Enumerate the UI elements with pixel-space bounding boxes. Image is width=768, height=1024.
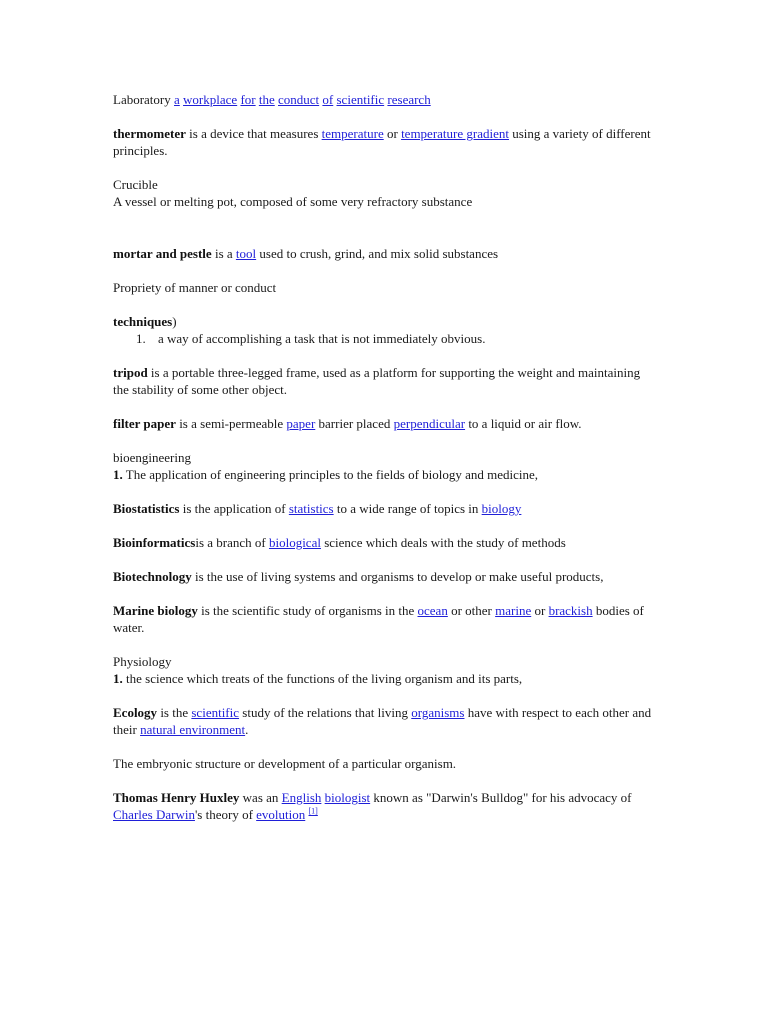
link-scientific[interactable]: scientific [336, 92, 385, 107]
link-evolution[interactable]: evolution [256, 807, 306, 822]
crucible-term: Crucible [113, 177, 158, 192]
link-of[interactable]: of [322, 92, 334, 107]
filter-text-1: is a semi-permeable [175, 416, 287, 431]
crucible-definition: A vessel or melting pot, composed of some very refractory substance [113, 194, 473, 209]
filter-text-3: to a liquid or air flow. [465, 416, 582, 431]
laboratory-entry [113, 91, 658, 108]
propriety-entry: Propriety of manner or conduct [113, 280, 277, 295]
mortar-text-2: used to crush, grind, and mix solid substances [256, 246, 499, 261]
link-statistics[interactable]: statistics [288, 501, 334, 516]
marine-biology-term: Marine biology [113, 603, 198, 618]
link-natural-environment[interactable]: natural environment [140, 722, 246, 737]
link-marine[interactable]: marine [495, 603, 532, 618]
link-scientific-ecology[interactable]: scientific [191, 705, 240, 720]
thermometer-entry [113, 125, 658, 159]
bioinformatics-entry [113, 534, 658, 551]
huxley-text-3: known as "Darwin's Bulldog" for his advocacy of [370, 790, 632, 805]
techniques-entry [113, 313, 658, 330]
marine-text-2: or other [447, 603, 496, 618]
techniques-paren: ) [172, 314, 177, 329]
physiology-text: the science which treats of the functions of the living organism and its parts, [122, 671, 523, 686]
ecology-entry [113, 704, 658, 738]
marine-biology-entry [113, 602, 658, 636]
thermometer-term: thermometer [113, 126, 186, 141]
marine-text-4: bodies of water. [113, 603, 644, 635]
bioengineering-definition [113, 466, 658, 483]
marine-text-3: or [531, 603, 549, 618]
link-organisms[interactable]: organisms [411, 705, 465, 720]
link-workplace[interactable]: workplace [183, 92, 238, 107]
list-item-text: a way of accomplishing a task that is not immediately obvious. [158, 331, 486, 346]
techniques-list-item [113, 330, 658, 347]
link-the[interactable]: the [258, 92, 275, 107]
physiology-number: 1. [113, 671, 123, 686]
laboratory-term: Laboratory [113, 92, 171, 107]
ecology-text-1: is the [157, 705, 192, 720]
link-biology[interactable]: biology [481, 501, 522, 516]
link-temperature-gradient[interactable]: temperature gradient [401, 126, 509, 141]
tripod-text: is a portable three-legged frame, used as a platform for supporting the weight and maintaining the stability of some other object. [113, 365, 641, 397]
ecology-term: Ecology [113, 705, 158, 720]
bioengineering-term: bioengineering [113, 450, 191, 465]
link-a[interactable]: a [174, 92, 180, 107]
biostatistics-term: Biostatistics [113, 501, 180, 516]
ecology-text-4: . [245, 722, 249, 737]
link-temperature[interactable]: temperature [321, 126, 384, 141]
thermometer-text-1: is a device that measures [185, 126, 322, 141]
bioengineering-number: 1. [113, 467, 123, 482]
biostatistics-entry [113, 500, 658, 517]
mortar-entry [113, 245, 658, 262]
biotechnology-term: Biotechnology [113, 569, 192, 584]
techniques-term: techniques [113, 314, 173, 329]
mortar-term: mortar and pestle [113, 246, 212, 261]
link-brackish[interactable]: brackish [548, 603, 593, 618]
list-number: 1. [136, 331, 146, 346]
thermometer-text-3: using a variety of different principles. [113, 126, 651, 158]
marine-text-1: is the scientific study of organisms in the [197, 603, 418, 618]
huxley-term: Thomas Henry Huxley [113, 790, 240, 805]
mortar-text-1: is a [211, 246, 236, 261]
bioinformatics-term: Bioinformatics [113, 535, 196, 550]
link-perpendicular[interactable]: perpendicular [393, 416, 466, 431]
bioinformatics-text-1: is a branch of [195, 535, 269, 550]
biotechnology-entry [113, 568, 658, 585]
link-charles-darwin[interactable]: Charles Darwin [113, 807, 195, 822]
bioengineering-text: The application of engineering principles to the fields of biology and medicine, [122, 467, 539, 482]
filter-paper-term: filter paper [113, 416, 176, 431]
huxley-text-1: was an [239, 790, 282, 805]
tripod-entry [113, 364, 658, 398]
biotechnology-text: is the use of living systems and organisms to develop or make useful products, [191, 569, 604, 584]
embryo-entry: The embryonic structure or development of a particular organism. [113, 756, 457, 771]
ecology-text-2: study of the relations that living [239, 705, 412, 720]
link-biologist[interactable]: biologist [324, 790, 371, 805]
huxley-text-4: 's theory of [194, 807, 257, 822]
footnote-link[interactable]: [1] [308, 806, 318, 816]
filter-text-2: barrier placed [315, 416, 394, 431]
link-for[interactable]: for [240, 92, 256, 107]
physiology-term: Physiology [113, 654, 172, 669]
link-conduct[interactable]: conduct [278, 92, 320, 107]
link-paper[interactable]: paper [286, 416, 316, 431]
link-english[interactable]: English [281, 790, 322, 805]
physiology-definition [113, 670, 658, 687]
thermometer-text-2: or [383, 126, 402, 141]
link-research[interactable]: research [387, 92, 431, 107]
filter-paper-entry [113, 415, 658, 432]
link-tool[interactable]: tool [235, 246, 257, 261]
link-biological[interactable]: biological [268, 535, 321, 550]
document-page [113, 91, 658, 840]
bioinformatics-text-2: science which deals with the study of methods [320, 535, 566, 550]
link-ocean[interactable]: ocean [417, 603, 448, 618]
biostatistics-text-2: to a wide range of topics in [333, 501, 482, 516]
biostatistics-text-1: is the application of [179, 501, 289, 516]
huxley-entry [113, 789, 658, 823]
tripod-term: tripod [113, 365, 148, 380]
ecology-text-3: have with respect to each other and their [113, 705, 652, 737]
